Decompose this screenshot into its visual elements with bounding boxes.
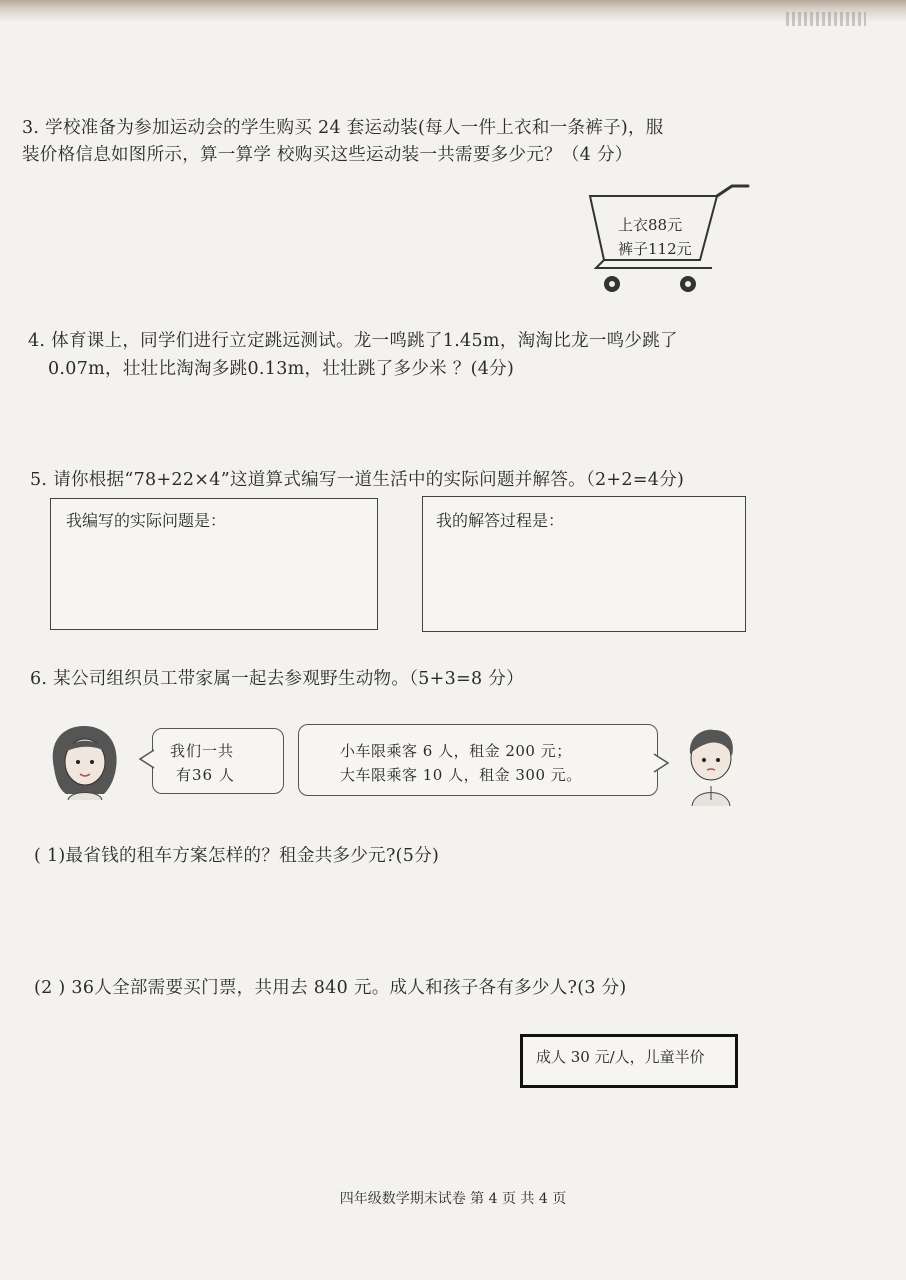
girl-bubble-line2: 有36 人 (176, 766, 235, 784)
q3-line2: 装价格信息如图所示，算一算学 校购买这些运动装一共需要多少元？（4 分） (22, 145, 633, 165)
ticket-price-note: 成人 30 元/人，儿童半价 (536, 1048, 705, 1066)
page-top-shadow (0, 0, 906, 22)
boy-bubble-tail (652, 752, 670, 774)
cart-pants-price: 裤子112元 (618, 240, 692, 258)
boy-bubble-line1: 小车限乘客 6 人，租金 200 元； (340, 742, 572, 760)
girl-bubble-line1: 我们一共 (170, 742, 235, 760)
boy-avatar-icon (676, 724, 746, 808)
q5-problem-box-label: 我编写的实际问题是： (66, 511, 227, 530)
girl-avatar-icon (40, 720, 130, 804)
cart-top-price: 上衣88元 (618, 216, 683, 234)
q6-line1: 6. 某公司组织员工带家属一起去参观野生动物。（5+3=8 分） (30, 669, 524, 689)
q4-line2: 0.07m，壮壮比淘淘多跳0.13m，壮壮跳了多少米 ？(4分) (48, 359, 515, 379)
boy-bubble-line2: 大车限乘客 10 人，租金 300 元。 (340, 766, 582, 784)
q5-line1: 5. 请你根据“78+22×4”这道算式编写一道生活中的实际问题并解答。（2+2=4分) (30, 470, 685, 490)
q6-sub1: ( 1)最省钱的租车方案怎样的？租金共多少元?(5分) (34, 846, 440, 866)
top-scribble-mark (786, 12, 866, 26)
q3-line1: 3. 学校准备为参加运动会的学生购买 24 套运动装(每人一件上衣和一条裤子)，服 (22, 118, 664, 138)
q5-solution-box-label: 我的解答过程是： (436, 511, 565, 530)
q6-sub2: (2 ) 36人全部需要买门票，共用去 840 元。成人和孩子各有多少人?(3 分) (34, 978, 627, 998)
girl-bubble-tail (138, 748, 156, 770)
page-footer: 四年级数学期末试卷 第 4 页 共 4 页 (339, 1191, 567, 1207)
q4-line1: 4. 体育课上，同学们进行立定跳远测试。龙一鸣跳了1.45m，淘淘比龙一鸣少跳了 (28, 331, 678, 351)
